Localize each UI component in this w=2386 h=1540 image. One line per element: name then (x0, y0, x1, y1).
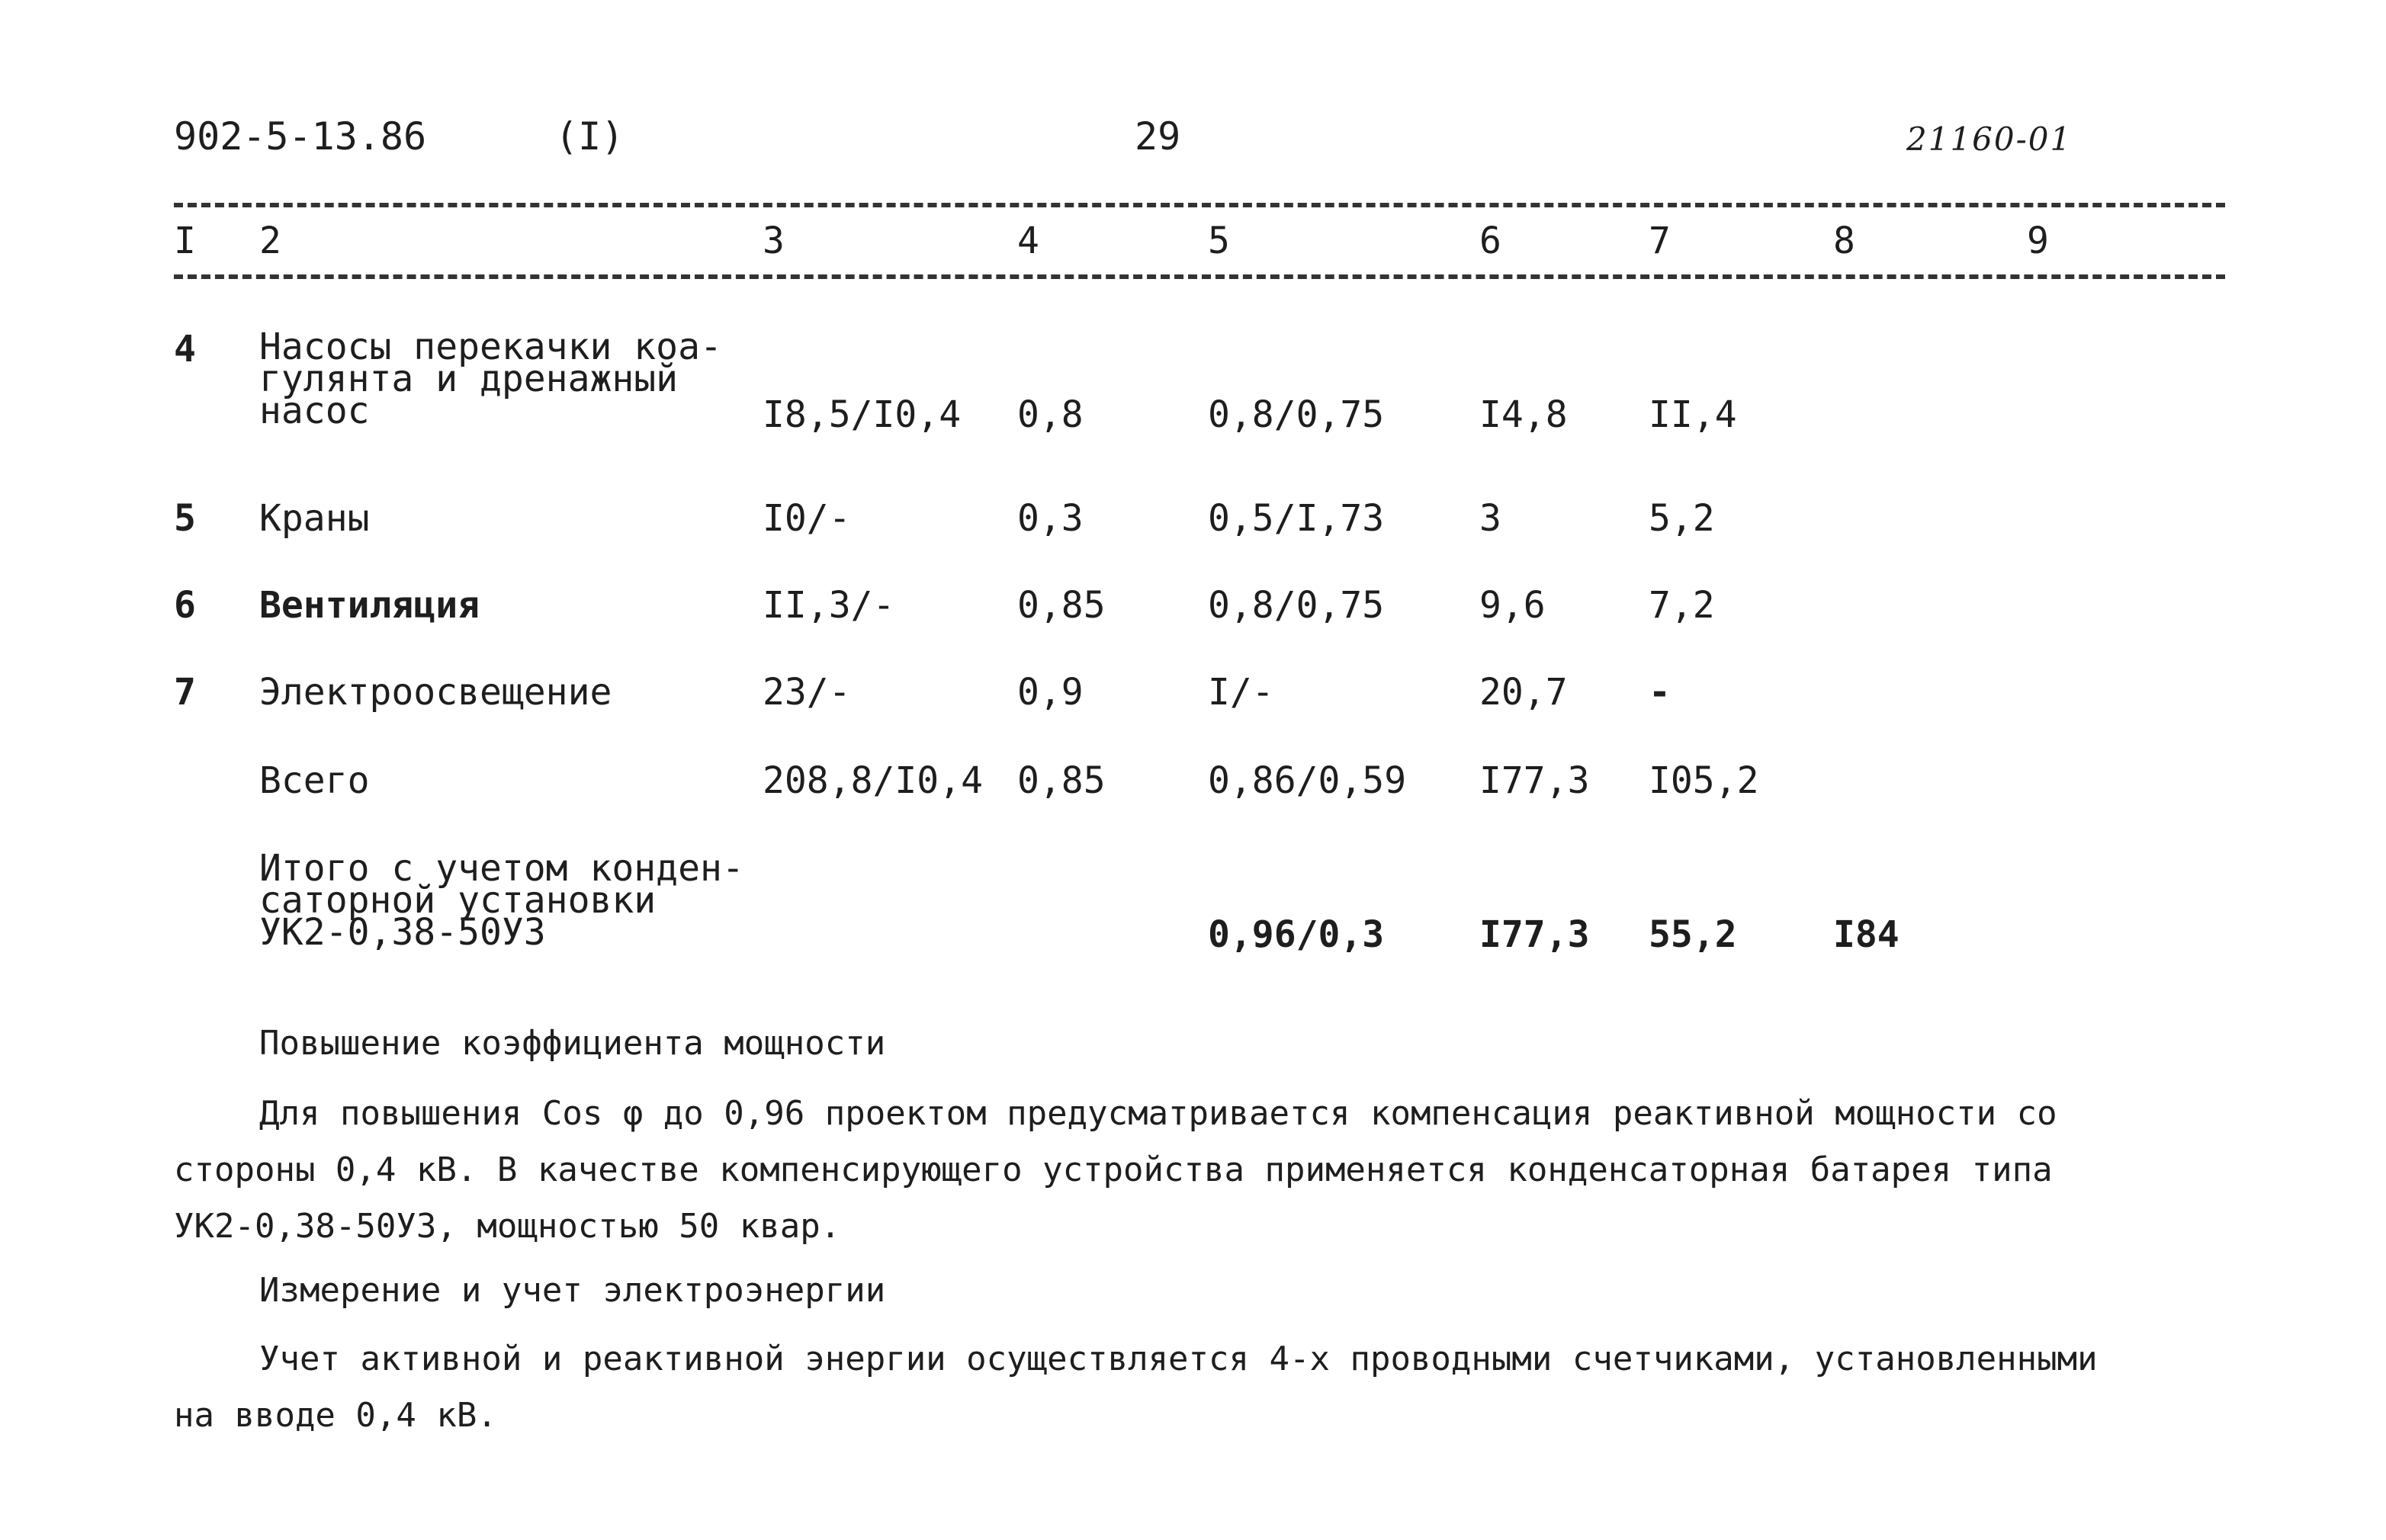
cell-col5: 0,5/I,73 (1208, 497, 1385, 540)
cell-col4: 0,9 (1017, 671, 1084, 714)
row-number: 4 (174, 328, 196, 371)
col-num-3: 3 (763, 220, 785, 262)
row-name: Всего (259, 759, 370, 802)
cell-col3: I8,5/I0,4 (763, 393, 962, 436)
col-num-8: 8 (1833, 220, 1855, 262)
row-number: 5 (174, 497, 196, 540)
col-num-6: 6 (1479, 220, 1501, 262)
cell-col5: I/- (1208, 671, 1274, 714)
cell-col4: 0,3 (1017, 497, 1084, 540)
cell-col6: 3 (1479, 497, 1501, 540)
cell-col7: 5,2 (1649, 497, 1715, 540)
cell-col6: I77,3 (1479, 759, 1590, 802)
cell-col4: 0,85 (1017, 584, 1106, 627)
section-heading-power-factor: Повышение коэффициента мощности (259, 1024, 886, 1063)
col-num-9: 9 (2027, 220, 2049, 262)
col-num-1: I (174, 220, 196, 262)
cell-col5: 0,86/0,59 (1208, 759, 1407, 802)
row-number: 6 (174, 584, 196, 627)
cell-col7: 7,2 (1649, 584, 1715, 627)
cell-col4: 0,8 (1017, 393, 1084, 436)
col-num-5: 5 (1208, 220, 1230, 262)
cell-col7: 55,2 (1649, 913, 1737, 956)
row-number: 7 (174, 671, 196, 714)
cell-col8: I84 (1833, 913, 1899, 956)
cell-col3: I0/- (763, 497, 851, 540)
cell-col3: 23/- (763, 671, 851, 714)
cell-col5: 0,8/0,75 (1208, 393, 1385, 436)
col-num-2: 2 (259, 220, 281, 262)
col-num-7: 7 (1649, 220, 1671, 262)
table-header-rule (174, 274, 2225, 279)
table-top-rule (174, 203, 2225, 207)
row-name: Электроосвещение (259, 671, 612, 714)
cell-col4: 0,85 (1017, 759, 1106, 802)
cell-col6: I77,3 (1479, 913, 1590, 956)
cell-col7: II,4 (1649, 393, 1737, 436)
row-name: Вентиляция (259, 584, 480, 627)
row-name: Итого с учетом конден- саторной установки УК2-0,38-50УЗ (259, 847, 744, 954)
cell-col6: I4,8 (1479, 393, 1568, 436)
cell-col7: I05,2 (1649, 759, 1759, 802)
page-number: 29 (1135, 114, 1181, 159)
cell-col5: 0,96/0,3 (1208, 913, 1385, 956)
cell-col6: 9,6 (1479, 584, 1546, 627)
handwritten-ref: 21160-01 (1906, 120, 2073, 158)
col-num-4: 4 (1017, 220, 1039, 262)
paragraph-line: на вводе 0,4 кВ. (174, 1396, 497, 1435)
paragraph-line: Для повышения Cos φ до 0,96 проектом предусматривается компенсация реактивной мощности со (259, 1094, 2057, 1133)
cell-col7: - (1649, 671, 1671, 714)
doc-code: 902-5-13.86 (174, 114, 427, 159)
cell-col5: 0,8/0,75 (1208, 584, 1385, 627)
row-name: Краны (259, 497, 370, 540)
cell-col6: 20,7 (1479, 671, 1568, 714)
paragraph-line: Учет активной и реактивной энергии осуществляется 4-х проводными счетчиками, установленными (259, 1339, 2098, 1378)
section-marker: (I) (555, 114, 625, 159)
paragraph-line: стороны 0,4 кВ. В качестве компенсирующего устройства применяется конденсаторная батарея типа (174, 1150, 2053, 1189)
row-name: Насосы перекачки коа- гулянта и дренажный насос (259, 326, 722, 432)
paragraph-line: УК2-0,38-50УЗ, мощностью 50 квар. (174, 1207, 841, 1246)
cell-col3: II,3/- (763, 584, 895, 627)
section-heading-metering: Измерение и учет электроэнергии (259, 1271, 886, 1310)
cell-col3: 208,8/I0,4 (763, 759, 983, 802)
